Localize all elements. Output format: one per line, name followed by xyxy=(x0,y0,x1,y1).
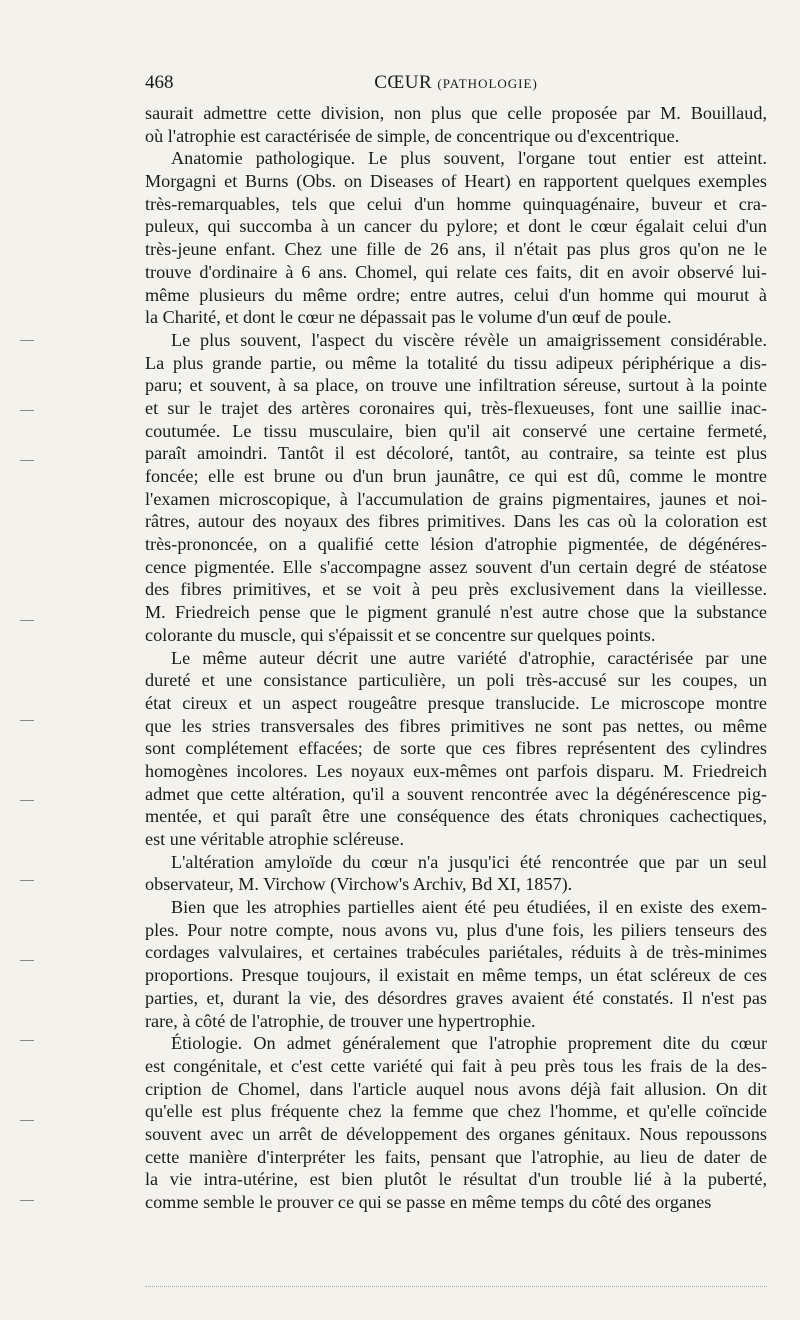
paragraph xyxy=(145,147,767,329)
running-head-title: CŒUR xyxy=(374,72,433,93)
text-line: comme semble le prouver ce qui se passe en même temps du côté des organes xyxy=(145,1192,712,1212)
text-line: Anatomie pathologique. Le plus souvent, l'organe tout entier est atteint. xyxy=(171,148,767,169)
text-line: Étiologie. On admet généralement que l'atrophie proprement dite du cœur xyxy=(171,1033,767,1054)
text-line: et sur le trajet des artères coronaires qui, très-flexueuses, font une saillie inac- xyxy=(145,397,767,418)
text-line: saurait admettre cette division, non plus que celle proposée par M. Bouillaud, xyxy=(145,103,767,123)
text-line: cence pigmentée. Elle s'accompagne assez souvent d'un certain degré de stéatose xyxy=(145,556,767,577)
text-line: M. Friedreich pense que le pigment granulé n'est autre chose que la substance xyxy=(145,602,767,623)
text-line: foncée; elle est brune ou d'un brun jaunâtre, ce qui est dû, comme le montre xyxy=(145,466,767,486)
text-line: très-remarquables, tels que celui d'un homme quinquagénaire, buveur et cra- xyxy=(145,193,767,214)
text-line: homogènes incolores. Les noyaux eux-mêmes ont parfois disparu. M. Friedreich xyxy=(145,760,767,781)
text-line: trouve d'ordinaire à 6 ans. Chomel, qui relate ces faits, dit en avoir observé lui- xyxy=(145,261,767,282)
text-line: puleux, qui succomba à un cancer du pylore; et dont le cœur égalait celui d'un xyxy=(145,216,767,237)
text-line: paraît amoindri. Tantôt il est décoloré, tantôt, au contraire, sa teinte est plus xyxy=(145,443,767,464)
text-line: Bien que les atrophies partielles aient été peu étudiées, il en existe des exem- xyxy=(171,897,767,918)
text-line: proportions. Presque toujours, il existait en même temps, un état scléreux de ces xyxy=(145,965,767,986)
paragraph xyxy=(145,102,767,147)
page-number: 468 xyxy=(145,72,174,93)
text-line: cordages valvulaires, et certaines trabécules pariétales, réduits à de très-minimes xyxy=(145,942,767,963)
text-line: Le plus souvent, l'aspect du viscère révèle un amaigrissement considérable. xyxy=(171,329,767,350)
text-line: ples. Pour notre compte, nous avons vu, plus d'une fois, les piliers tenseurs des xyxy=(145,919,767,940)
text-line: râtres, autour des noyaux des fibres primitives. Dans les cas où la coloration est xyxy=(145,511,767,532)
text-line: La plus grande partie, ou même la totalité du tissu adipeux périphérique a dis- xyxy=(145,352,767,373)
text-line: Morgagni et Burns (Obs. on Diseases of Heart) en rapportent quelques exemples xyxy=(145,171,767,192)
text-line: la Charité, et dont le cœur ne dépassait pas le volume d'un œuf de poule. xyxy=(145,307,672,328)
text-line: qu'elle est plus fréquente chez la femme que chez l'homme, et qu'elle coïncide xyxy=(145,1101,767,1122)
text-line: cette manière d'interpréter les faits, pensant que l'atrophie, au lieu de dater de xyxy=(145,1146,767,1167)
text-line: Le même auteur décrit une autre variété d'atrophie, caractérisée par une xyxy=(171,647,767,668)
text-line: paru; et souvent, à sa place, on trouve une infiltration séreuse, surtout à la pointe xyxy=(145,375,767,396)
text-line: très-jeune enfant. Chez une fille de 26 ans, il n'était pas plus gros qu'on ne le xyxy=(145,239,767,260)
text-line: sont complétement effacées; de sorte que ces fibres représentent des cylindres xyxy=(145,738,767,759)
paragraph xyxy=(145,896,767,1032)
text-line: admet que cette altération, qu'il a souvent rencontrée avec la dégénérescence pig- xyxy=(145,783,767,804)
text-line: colorante du muscle, qui s'épaissit et se concentre sur quelques points. xyxy=(145,624,656,645)
body-text xyxy=(145,102,767,1214)
text-line: état cireux et un aspect rougeâtre presque translucide. Le microscope montre xyxy=(145,692,767,713)
text-line: coutumée. Le tissu musculaire, bien qu'il ait conservé une certaine fermeté, xyxy=(145,420,767,441)
text-line: mentée, et qui paraît être une conséquence des états chroniques cachectiques, xyxy=(145,806,767,827)
text-line: cription de Chomel, dans l'article auquel nous avons déjà fait allusion. On dit xyxy=(145,1078,767,1099)
paragraph xyxy=(145,647,767,851)
text-line: est une véritable atrophie scléreuse. xyxy=(145,829,405,849)
text-line: observateur, M. Virchow (Virchow's Archiv, Bd XI, 1857). xyxy=(145,874,573,895)
text-line: dureté et une consistance particulière, un poli très-accusé sur les coupes, un xyxy=(145,670,767,691)
paragraph xyxy=(145,851,767,896)
text-line: L'altération amyloïde du cœur n'a jusqu'ici été rencontrée que par un seul xyxy=(171,851,767,872)
scan-margin-marks xyxy=(20,300,40,1300)
text-line: l'examen microscopique, à l'accumulation de grains pigmentaires, jaunes et noi- xyxy=(145,488,767,509)
text-line: est congénitale, et c'est cette variété qui fait à peu près tous les frais de la des- xyxy=(145,1055,767,1076)
paragraph xyxy=(145,329,767,647)
text-line: parties, et, durant la vie, des désordres graves avaient été constatés. Il n'est pas xyxy=(145,987,767,1008)
text-line: où l'atrophie est caractérisée de simple, de concentrique ou d'excentrique. xyxy=(145,125,680,146)
text-line: rare, à côté de l'atrophie, de trouver une hypertrophie. xyxy=(145,1010,536,1031)
running-head-subtitle: (PATHOLOGIE) xyxy=(437,76,538,91)
footer-rule xyxy=(145,1286,767,1288)
text-line: des fibres primitives, et se voit à peu près exclusivement dans la vieillesse. xyxy=(145,579,767,600)
text-line: souvent avec un arrêt de développement des organes génitaux. Nous repoussons xyxy=(145,1123,767,1144)
running-head xyxy=(145,72,767,94)
paragraph xyxy=(145,1032,767,1214)
page-header xyxy=(145,72,767,96)
text-line: la vie intra-utérine, est bien plutôt le résultat d'un trouble lié à la puberté, xyxy=(145,1169,767,1190)
text-line: que les stries transversales des fibres primitives ne sont pas nettes, ou même xyxy=(145,715,767,736)
text-line: très-prononcée, on a qualifié cette lésion d'atrophie pigmentée, de dégénéres- xyxy=(145,534,767,555)
text-line: même plusieurs du même ordre; entre autres, celui d'un homme qui mourut à xyxy=(145,284,767,305)
